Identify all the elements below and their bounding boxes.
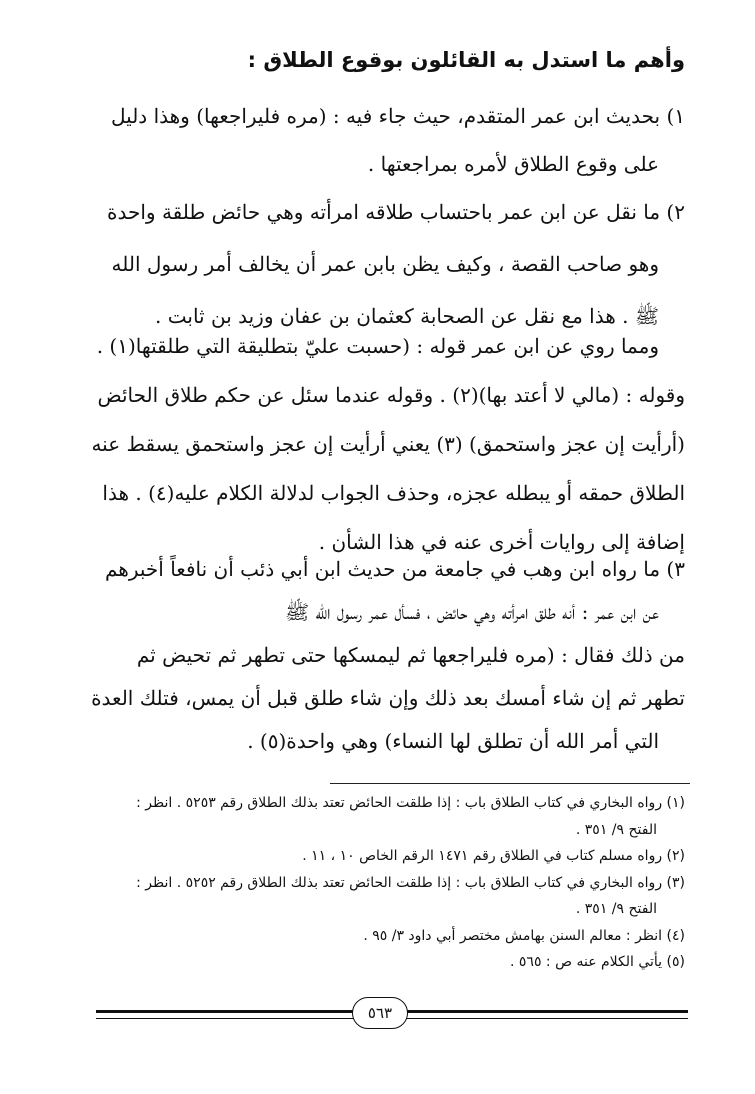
footnote-3: (٣) رواه البخاري في كتاب الطلاق باب : إذا طلقت الحائض تعتد بذلك الطلاق رقم ٥٢٥٢ . انظر : xyxy=(136,874,685,891)
text-line: عن ابن عمر : أنه طلق امرأته وهي حائض ، فسأل عمر رسول الله ﷺ xyxy=(285,600,659,624)
text-line: التي أمر الله أن تطلق لها النساء) وهي واحدة(٥) . xyxy=(247,729,659,753)
text-line: الطلاق حمقه أو يبطله عجزه، وحذف الجواب لدلالة الكلام عليه(٤) . هذا xyxy=(102,481,685,505)
page-number: ٥٦٣ xyxy=(352,997,408,1029)
footnote-3-continued: الفتح ٩/ ٣٥١ . xyxy=(575,901,657,917)
text-line: ومما روي عن ابن عمر قوله : (حسبت عليّ بتطليقة التي طلقتها(١) . xyxy=(96,334,659,358)
text-line: إضافة إلى روايات أخرى عنه في هذا الشأن . xyxy=(318,530,685,554)
footnote-separator xyxy=(330,783,690,784)
paragraph-3 xyxy=(65,322,685,567)
text-line: من ذلك فقال : (مره فليراجعها ثم ليمسكها حتى تطهر ثم تحيض ثم xyxy=(136,643,685,667)
footnote-1-continued: الفتح ٩/ ٣٥١ . xyxy=(575,821,657,838)
text-line: (أرأيت إن عجز واستحمق) (٣) يعني أرأيت إن عجز واستحمق يسقط عنه xyxy=(91,432,685,456)
footnote-2: (٢) رواه مسلم كتاب في الطلاق رقم ١٤٧١ الرقم الخاص ١٠ ، ١١ . xyxy=(302,848,685,864)
text-line: ٣) ما رواه ابن وهب في جامعة من حديث ابن أبي ذئب أن نافعاً أخبرهم xyxy=(105,557,685,581)
footnote-1: (١) رواه البخاري في كتاب الطلاق باب : إذا طلقت الحائض تعتد بذلك الطلاق رقم ٥٢٥٣ . انظر : xyxy=(136,795,685,811)
paragraph-4 xyxy=(65,548,685,763)
text-line: ١) بحديث ابن عمر المتقدم، حيث جاء فيه : (مره فليراجعها) وهذا دليل xyxy=(111,104,685,128)
text-line: وهو صاحب القصة ، وكيف يظن بابن عمر أن يخالف أمر رسول الله xyxy=(111,252,659,276)
section-heading: وأهم ما استدل به القائلون بوقوع الطلاق : xyxy=(247,48,685,72)
footnote-5: (٥) يأتي الكلام عنه ص : ٥٦٥ . xyxy=(510,954,685,970)
text-line: تطهر ثم إن شاء أمسك بعد ذلك وإن شاء طلق قبل أن يمس، فتلك العدة xyxy=(91,686,685,710)
paragraph-2 xyxy=(65,186,685,342)
text-line: على وقوع الطلاق لأمره بمراجعتها . xyxy=(367,152,659,176)
footnotes xyxy=(50,790,685,976)
paragraph-1 xyxy=(65,92,685,188)
text-line: ﷺ . هذا مع نقل عن الصحابة كعثمان بن عفان وزيد بن ثابت . xyxy=(155,304,659,328)
footnote-4: (٤) انظر : معالم السنن بهامش مختصر أبي داود ٣/ ٩٥ . xyxy=(363,927,685,944)
text-line: وقوله : (مالي لا أعتد بها)(٢) . وقوله عندما سئل عن حكم طلاق الحائض xyxy=(97,383,685,407)
text-line: ٢) ما نقل عن ابن عمر باحتساب طلاقه امرأته وهي حائض طلقة واحدة xyxy=(107,200,685,224)
